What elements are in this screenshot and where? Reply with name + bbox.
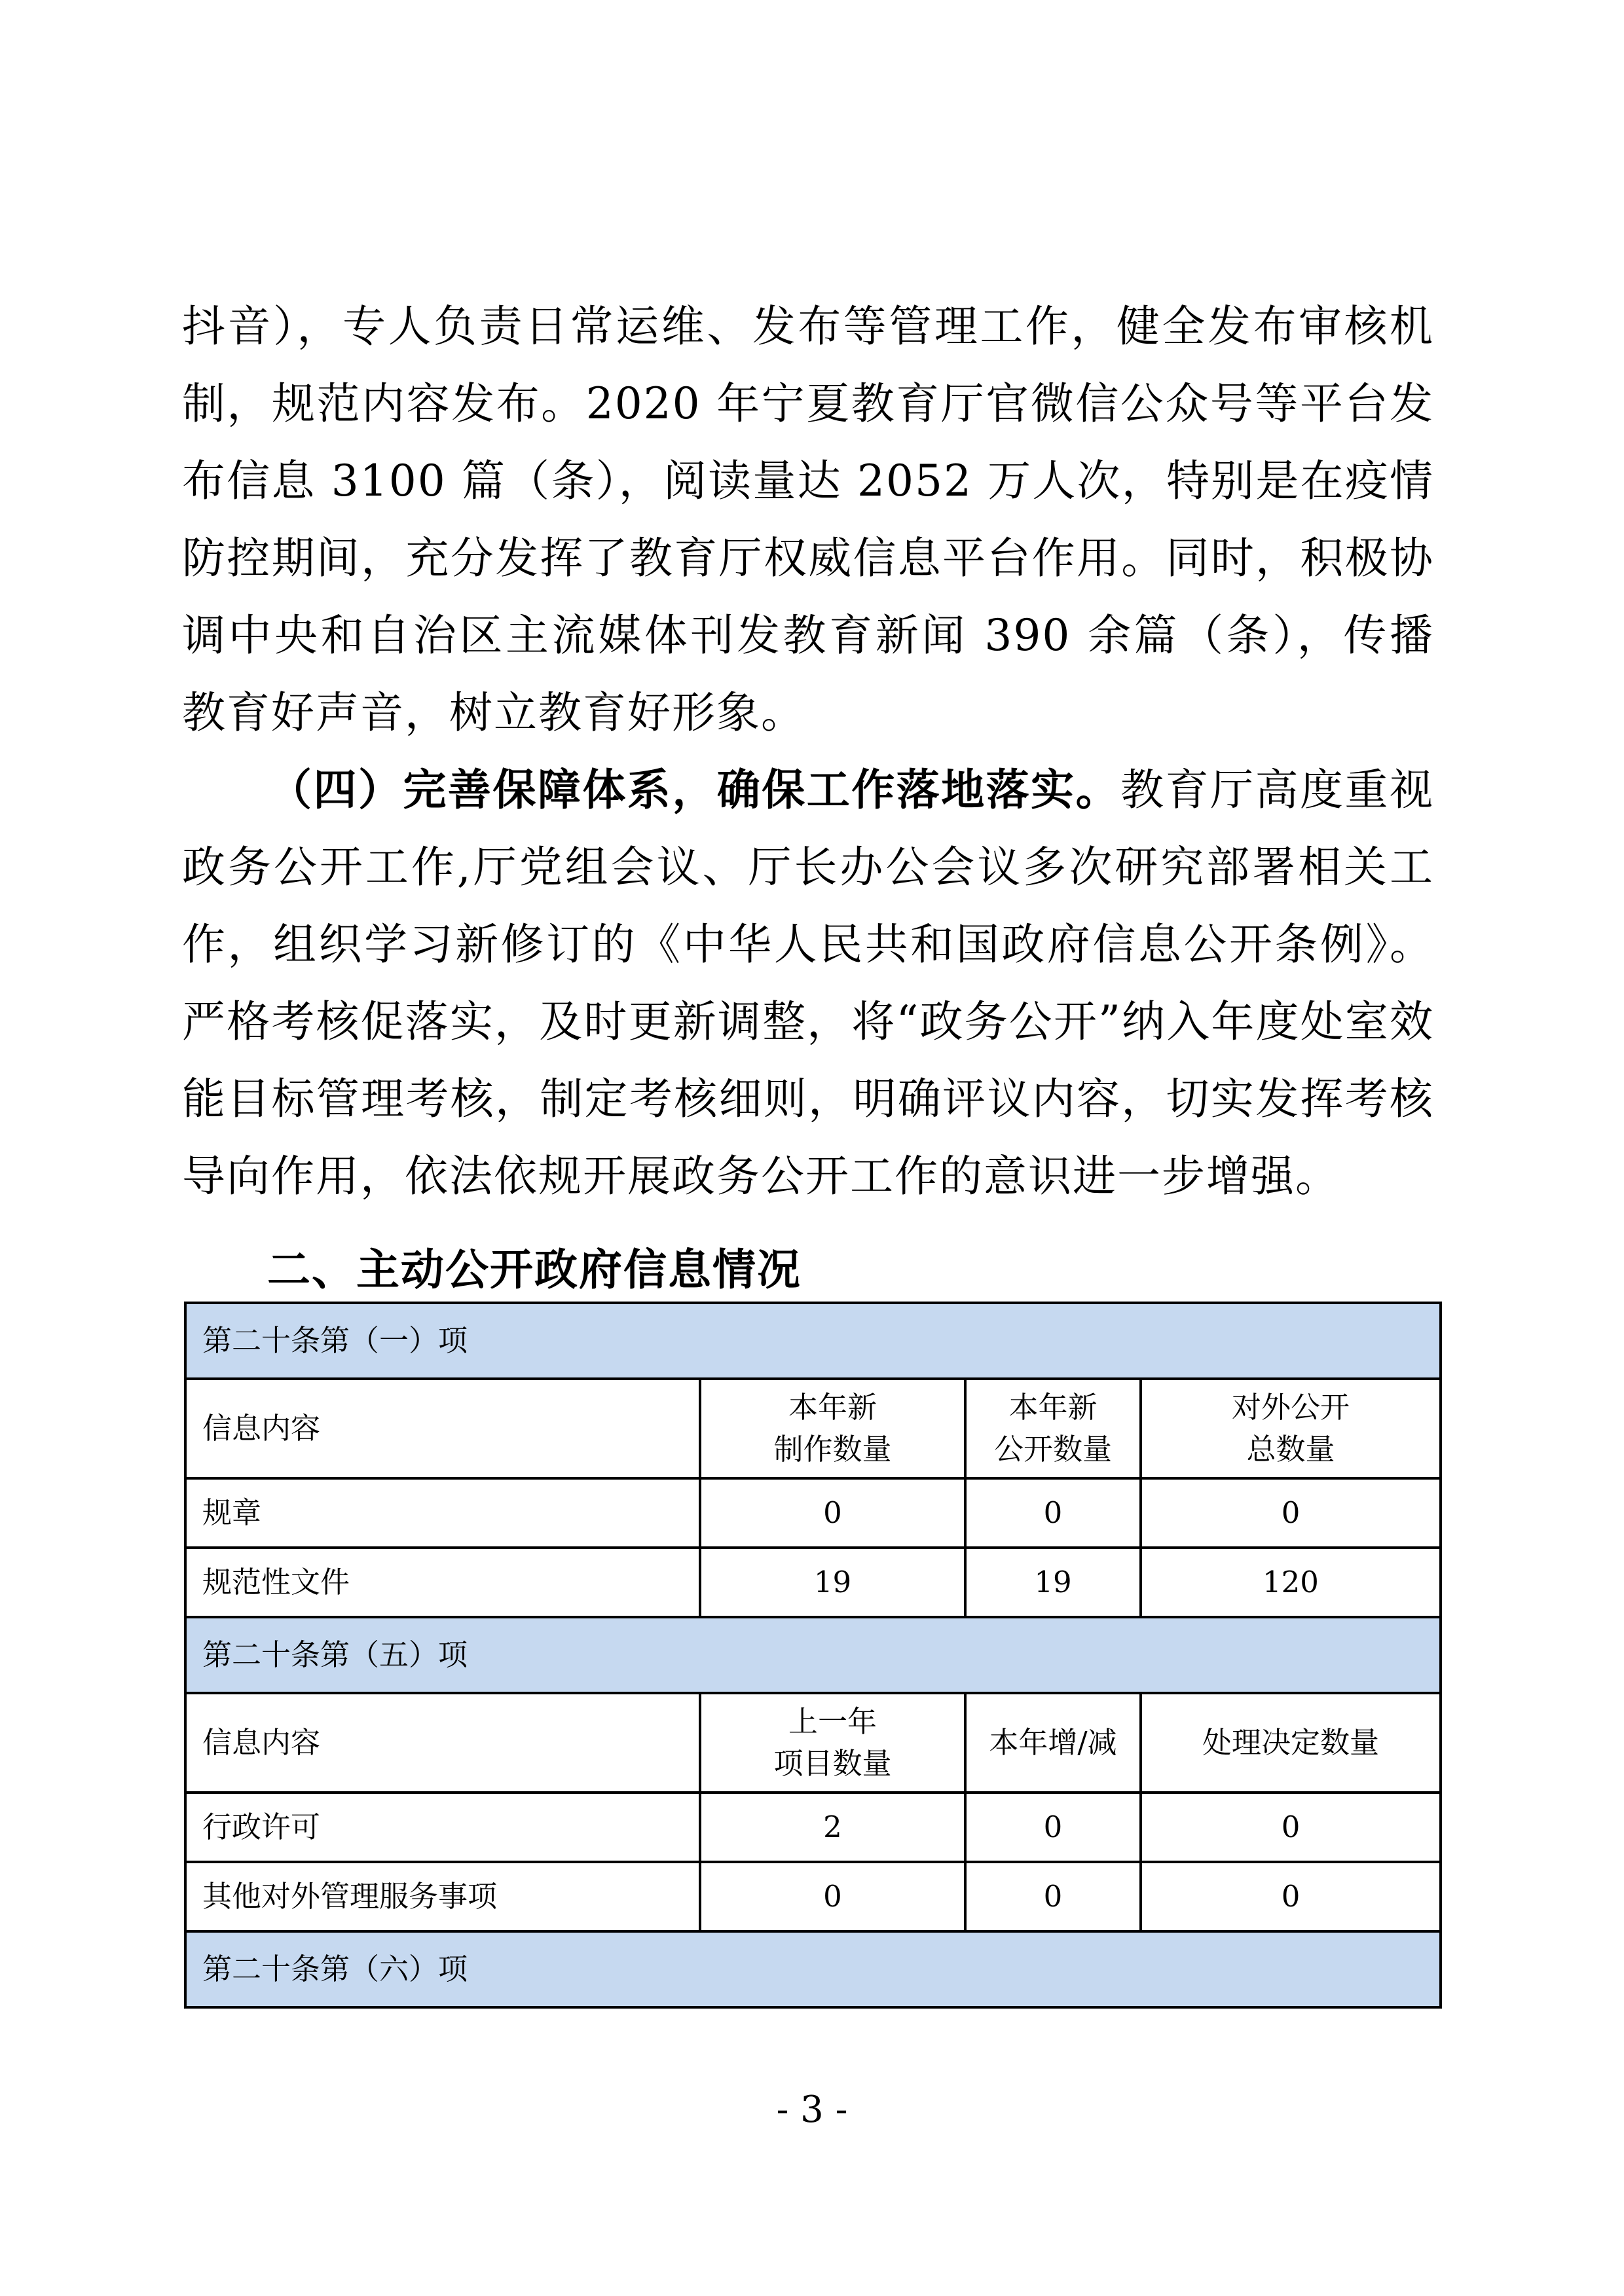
cell-value: 120 [1141,1548,1441,1617]
header-line: 公开数量 [993,1432,1112,1467]
cell-value: 0 [1141,1793,1441,1862]
table-section-header [185,1617,1441,1693]
body-paragraph: 抖音），专人负责日常运维、发布等管理工作，健全发布审核机制，规范内容发布。2020 年宁夏教育厅官微信公众号等平台发布信息 3100 篇（条），阅读量达 2052 万人次，特别是在疫情防控期间，充分发挥了教育厅权威信息平台作用。同时，积极协调中央和自治区主流媒体刊发教育新闻 390 余篇（条），传播教育好声音，树立教育好形象。 [182,301,1434,738]
cell-value: 0 [965,1862,1141,1931]
table-row [185,1793,1441,1862]
header-line: 总数量 [1246,1432,1335,1467]
section-title: 第二十条第（一）项 [185,1303,1441,1379]
header-line: 本年新 [1008,1390,1098,1425]
subsection-heading: （四）完善保障体系，确保工作落地落实。 [268,764,1121,815]
table-header-row [185,1379,1441,1478]
table-row [185,1478,1441,1548]
header-line: 制作数量 [773,1432,892,1467]
cell-value: 0 [965,1478,1141,1548]
page-number: - 3 - [776,2088,848,2131]
cell-value: 19 [965,1548,1141,1617]
column-header: 本年增/减 [965,1693,1141,1793]
column-header [700,1379,965,1478]
row-label: 行政许可 [185,1793,700,1862]
table-header-row [185,1693,1441,1793]
column-header: 信息内容 [185,1693,700,1793]
cell-value: 0 [700,1862,965,1931]
row-label: 其他对外管理服务事项 [185,1862,700,1931]
body-paragraph-section-four [182,751,1434,1215]
cell-value: 2 [700,1793,965,1862]
table-row [185,1862,1441,1931]
column-header [965,1379,1141,1478]
cell-value: 0 [1141,1862,1441,1931]
column-header [1141,1379,1441,1478]
subsection-text: 教育厅高度重视政务公开工作,厅党组会议、厅长办公会议多次研究部署相关工作，组织学习新修订的《中华人民共和国政府信息公开条例》。严格考核促落实，及时更新调整，将“政务公开”纳入年度处室效能目标管理考核，制定考核细则，明确评议内容，切实发挥考核导向作用，依法依规开展政务公开工作的意识进一步增强。 [182,765,1435,1201]
cell-value: 0 [700,1478,965,1548]
table-section-header [185,1303,1441,1379]
column-header: 处理决定数量 [1141,1693,1441,1793]
table-section-header [185,1931,1441,2007]
cell-value: 0 [965,1793,1141,1862]
column-header [700,1693,965,1793]
section-heading: 二、主动公开政府信息情况 [267,1245,802,1295]
header-line: 本年新 [788,1390,877,1425]
cell-value: 19 [700,1548,965,1617]
section-title: 第二十条第（六）项 [185,1931,1441,2007]
row-label: 规范性文件 [185,1548,700,1617]
column-header: 信息内容 [185,1379,700,1478]
proactive-disclosure-table [184,1302,1442,2009]
cell-value: 0 [1141,1478,1441,1548]
row-label: 规章 [185,1478,700,1548]
header-line: 项目数量 [773,1746,892,1781]
header-line: 上一年 [788,1704,877,1739]
header-line: 对外公开 [1232,1390,1350,1425]
section-title: 第二十条第（五）项 [185,1617,1441,1693]
table-row [185,1548,1441,1617]
